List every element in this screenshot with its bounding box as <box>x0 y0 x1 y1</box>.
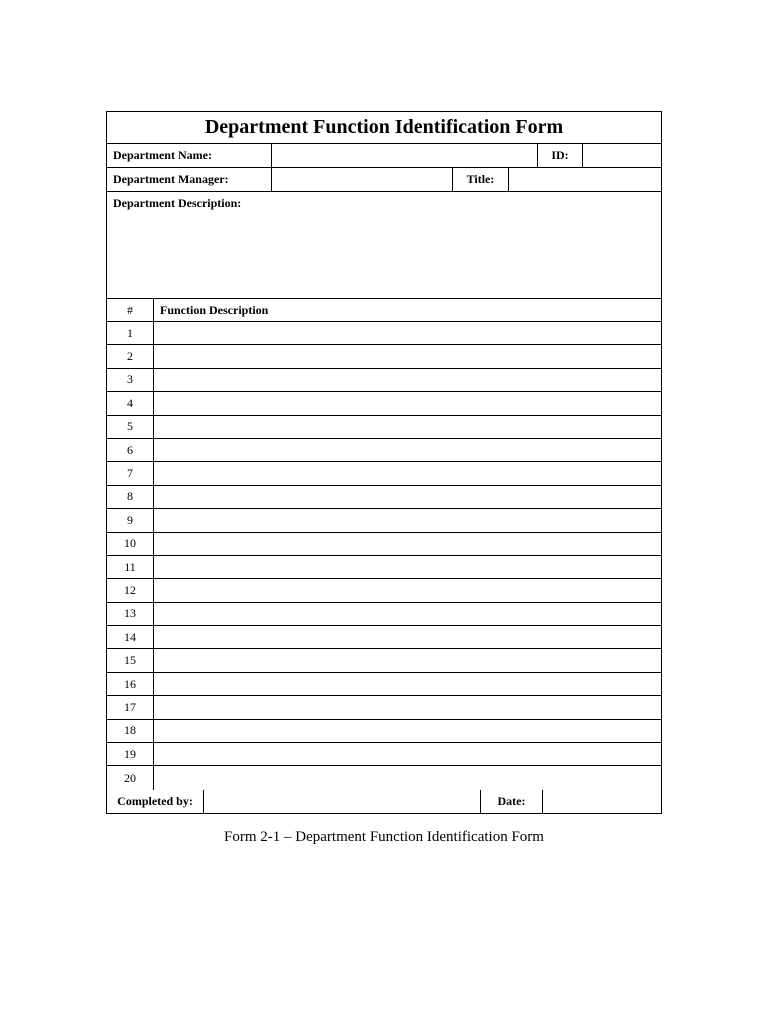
function-row <box>107 462 661 485</box>
number-column-header: # <box>107 299 154 321</box>
function-row-number: 13 <box>107 603 154 625</box>
function-row <box>107 533 661 556</box>
id-field[interactable] <box>583 144 661 167</box>
function-row-number: 6 <box>107 439 154 461</box>
function-row <box>107 322 661 345</box>
completed-by-row <box>107 790 661 813</box>
function-description-column-header: Function Description <box>160 302 269 317</box>
department-name-label: Department Name: <box>107 144 272 167</box>
function-description-field[interactable] <box>154 533 661 555</box>
form-title: Department Function Identification Form <box>107 112 661 144</box>
form-caption: Form 2-1 – Department Function Identification Form <box>224 829 544 845</box>
function-row-number: 14 <box>107 626 154 648</box>
functions-header-row <box>107 299 661 322</box>
function-row-number: 20 <box>107 766 154 789</box>
function-description-field[interactable] <box>154 649 661 671</box>
function-description-field[interactable] <box>154 696 661 718</box>
function-row <box>107 369 661 392</box>
function-row <box>107 696 661 719</box>
function-row-number: 8 <box>107 486 154 508</box>
function-description-field[interactable] <box>154 369 661 391</box>
date-field[interactable] <box>543 790 661 813</box>
function-description-field[interactable] <box>154 345 661 367</box>
function-row <box>107 416 661 439</box>
department-manager-row <box>107 168 661 192</box>
function-description-field[interactable] <box>154 392 661 414</box>
function-row <box>107 439 661 462</box>
function-description-field[interactable] <box>154 509 661 531</box>
function-row <box>107 392 661 415</box>
function-row-number: 2 <box>107 345 154 367</box>
function-description-field[interactable] <box>154 766 661 789</box>
function-description-field[interactable] <box>154 416 661 438</box>
department-name-row <box>107 144 661 168</box>
department-manager-field[interactable] <box>272 168 453 191</box>
department-description-row[interactable] <box>107 192 661 299</box>
function-row-number: 12 <box>107 579 154 601</box>
completed-by-field[interactable] <box>204 790 481 813</box>
function-row <box>107 649 661 672</box>
department-description-label: Department Description: <box>113 196 242 210</box>
function-description-field[interactable] <box>154 486 661 508</box>
department-function-form <box>106 111 662 814</box>
function-row-number: 16 <box>107 673 154 695</box>
function-description-field[interactable] <box>154 579 661 601</box>
function-row <box>107 766 661 789</box>
function-row <box>107 556 661 579</box>
function-description-field[interactable] <box>154 743 661 765</box>
function-row <box>107 673 661 696</box>
function-row <box>107 509 661 532</box>
function-row-number: 18 <box>107 720 154 742</box>
function-row-number: 7 <box>107 462 154 484</box>
function-row-number: 17 <box>107 696 154 718</box>
function-row-number: 11 <box>107 556 154 578</box>
title-field[interactable] <box>509 168 661 191</box>
function-description-field[interactable] <box>154 462 661 484</box>
department-manager-label: Department Manager: <box>107 168 272 191</box>
function-row <box>107 345 661 368</box>
function-description-field[interactable] <box>154 626 661 648</box>
id-label: ID: <box>538 144 583 167</box>
function-description-field[interactable] <box>154 439 661 461</box>
function-description-field[interactable] <box>154 556 661 578</box>
function-row <box>107 720 661 743</box>
function-description-field[interactable] <box>154 673 661 695</box>
function-row-number: 3 <box>107 369 154 391</box>
completed-by-label: Completed by: <box>107 790 204 813</box>
function-row <box>107 579 661 602</box>
function-row <box>107 743 661 766</box>
function-row-number: 19 <box>107 743 154 765</box>
department-name-field[interactable] <box>272 144 538 167</box>
function-row <box>107 603 661 626</box>
function-row-number: 1 <box>107 322 154 344</box>
title-label: Title: <box>453 168 509 191</box>
date-label: Date: <box>481 790 543 813</box>
function-row <box>107 486 661 509</box>
function-description-field[interactable] <box>154 720 661 742</box>
functions-table-body <box>107 322 661 790</box>
function-row-number: 10 <box>107 533 154 555</box>
function-row-number: 15 <box>107 649 154 671</box>
function-row-number: 5 <box>107 416 154 438</box>
function-row <box>107 626 661 649</box>
function-description-field[interactable] <box>154 322 661 344</box>
function-description-field[interactable] <box>154 603 661 625</box>
function-row-number: 4 <box>107 392 154 414</box>
function-row-number: 9 <box>107 509 154 531</box>
